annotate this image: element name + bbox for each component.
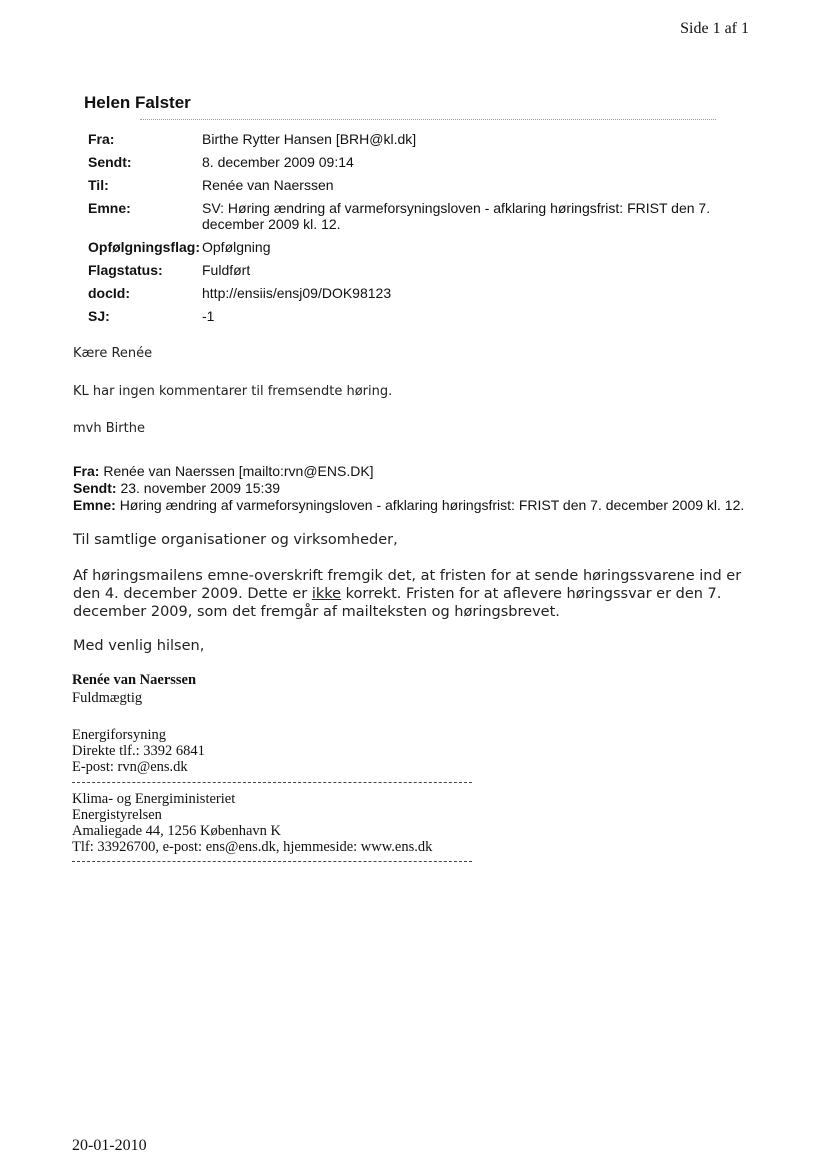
header-row-docid: [88, 285, 748, 301]
signature-agency: Energistyrelsen: [72, 807, 162, 823]
header-value: Opfølgning: [202, 239, 271, 255]
header-row-sent: [88, 154, 748, 170]
header-label: SJ:: [88, 308, 110, 324]
forwarded-sent-line: [73, 480, 744, 497]
header-divider: [140, 119, 716, 120]
reply-body: KL har ingen kommentarer til fremsendte høring.: [73, 384, 393, 399]
forwarded-subject-value: Høring ændring af varmeforsyningsloven - afklaring høringsfrist: FRIST den 7. december 2009 kl. 12.: [119, 497, 745, 513]
signature-ministry: Klima- og Energiministeriet: [72, 791, 236, 807]
signature-divider-bottom: [72, 861, 472, 862]
email-header-table: [88, 131, 748, 331]
page-number: Side 1 af 1: [680, 20, 749, 37]
header-value: Birthe Rytter Hansen [BRH@kl.dk]: [202, 131, 417, 147]
forwarded-header: [73, 463, 744, 514]
header-label: docId:: [88, 285, 130, 301]
forwarded-from-label: Fra:: [73, 463, 100, 479]
signature-division: Energiforsyning: [72, 727, 166, 743]
paragraph-underlined: ikke: [311, 586, 342, 602]
forwarded-closing: Med venlig hilsen,: [73, 638, 205, 654]
forwarded-sent-label: Sendt:: [73, 480, 117, 496]
signature-email: E-post: rvn@ens.dk: [72, 759, 188, 775]
signature-divider-top: [72, 782, 472, 783]
forwarded-from-value: Renée van Naerssen [mailto:rvn@ENS.DK]: [103, 463, 374, 479]
header-value: SV: Høring ændring af varmeforsyningsloven - afklaring høringsfrist: FRIST den 7. december 2009 kl. 12.: [202, 200, 711, 232]
forwarded-subject-label: Emne:: [73, 497, 116, 513]
header-row-flag-status: [88, 262, 748, 278]
signature-org-contact: Tlf: 33926700, e-post: ens@ens.dk, hjemmeside: www.ens.dk: [72, 839, 433, 855]
paragraph-part1: Af høringsmailens emne-overskrift fremgik det, at fristen for at sende høringssvarene ind er den 4. december 2009. Dette er: [73, 568, 742, 602]
forwarded-from-line: [73, 463, 744, 480]
reply-greeting: Kære Renée: [73, 346, 153, 361]
signature-org-block: [72, 791, 432, 855]
forwarded-paragraph: [73, 567, 763, 621]
paragraph-part2: korrekt. Fristen for at aflevere høringssvar er den 7. december 2009, som det fremgår af mailteksten og høringsbrevet.: [73, 586, 722, 620]
signature-address: Amaliegade 44, 1256 København K: [72, 823, 281, 839]
signature-phone: Direkte tlf.: 3392 6841: [72, 743, 205, 759]
header-row-followup-flag: [88, 239, 748, 255]
mailbox-owner-name: Helen Falster: [84, 93, 191, 112]
header-value: Fuldført: [202, 262, 251, 278]
reply-signoff: mvh Birthe: [73, 421, 145, 436]
signature-contact-block: [72, 727, 205, 775]
header-label: Opfølgningsflag:: [88, 239, 200, 255]
header-row-from: [88, 131, 748, 147]
header-value: -1: [202, 308, 215, 324]
header-label: Emne:: [88, 200, 131, 216]
header-value: Renée van Naerssen: [202, 177, 334, 193]
forwarded-subject-line: [73, 497, 744, 514]
signature-title: Fuldmægtig: [72, 690, 143, 706]
print-date: 20-01-2010: [72, 1137, 147, 1154]
forwarded-salutation: Til samtlige organisationer og virksomheder,: [73, 532, 398, 548]
forwarded-sent-value: 23. november 2009 15:39: [120, 480, 281, 496]
header-row-to: [88, 177, 748, 193]
header-value: 8. december 2009 09:14: [202, 154, 354, 170]
header-row-sj: [88, 308, 748, 324]
header-label: Fra:: [88, 131, 115, 147]
header-label: Sendt:: [88, 154, 132, 170]
signature-name: Renée van Naerssen: [72, 672, 197, 688]
header-value: http://ensiis/ensj09/DOK98123: [202, 285, 392, 301]
header-label: Til:: [88, 177, 109, 193]
header-row-subject: [88, 200, 748, 232]
header-label: Flagstatus:: [88, 262, 163, 278]
